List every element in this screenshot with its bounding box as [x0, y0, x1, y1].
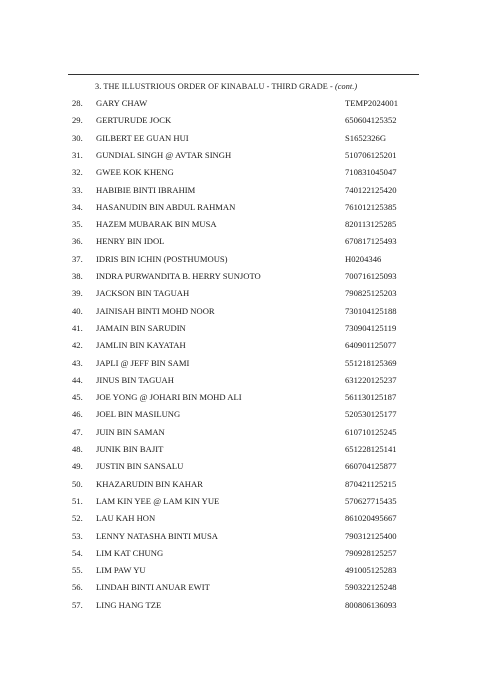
list-item	[0, 340, 486, 357]
entry-id: 861020495667	[345, 513, 397, 524]
entry-name: HENRY BIN IDOL	[96, 236, 165, 247]
entry-id: 790312125400	[345, 530, 397, 541]
list-item	[0, 236, 486, 253]
entry-number: 37.	[72, 253, 83, 264]
entry-name: GERTURUDE JOCK	[96, 115, 172, 126]
section-heading-text: 3. THE ILLUSTRIOUS ORDER OF KINABALU - THIRD GRADE -	[95, 82, 335, 91]
entry-id: H0204346	[345, 253, 382, 264]
entry-id: 761012125385	[345, 201, 397, 212]
entry-name: LAU KAH HON	[96, 513, 156, 524]
entry-id: 800806136093	[345, 599, 397, 610]
list-item	[0, 600, 486, 617]
entry-name: GARY CHAW	[96, 98, 148, 108]
entry-name: LIM PAW YU	[96, 565, 146, 576]
entry-number: 34.	[72, 201, 83, 212]
list-item	[0, 254, 486, 271]
list-item	[0, 219, 486, 236]
entry-id: 660704125877	[345, 461, 397, 472]
entry-number: 38.	[72, 271, 83, 281]
list-item	[0, 409, 486, 426]
entry-id: 640901125077	[345, 340, 397, 351]
entry-number: 42.	[72, 340, 83, 351]
entry-name: HASANUDIN BIN ABDUL RAHMAN	[96, 201, 236, 212]
list-item	[0, 392, 486, 409]
entry-name: JAINISAH BINTI MOHD NOOR	[96, 305, 215, 316]
entry-name: INDRA PURWANDITA B. HERRY SUNJOTO	[96, 271, 261, 281]
entry-name: IDRIS BIN ICHIN (POSTHUMOUS)	[96, 253, 228, 264]
entry-number: 45.	[72, 392, 83, 403]
entry-number: 35.	[72, 219, 83, 230]
entry-name: GILBERT EE GUAN HUI	[96, 132, 189, 143]
entry-id: 520530125177	[345, 409, 397, 420]
entry-number: 51.	[72, 495, 83, 506]
entry-name: JUNIK BIN BAJIT	[96, 444, 164, 454]
entry-id: 730904125119	[345, 322, 397, 333]
list-item	[0, 323, 486, 340]
entry-number: 47.	[72, 426, 83, 437]
list-item	[0, 582, 486, 599]
list-item	[0, 479, 486, 496]
entry-number: 52.	[72, 513, 83, 524]
list-item	[0, 375, 486, 392]
entry-id: 710831045047	[345, 167, 397, 178]
list-item	[0, 513, 486, 530]
list-item	[0, 167, 486, 184]
entry-number: 48.	[72, 444, 83, 454]
list-item	[0, 565, 486, 582]
list-item	[0, 115, 486, 132]
list-item	[0, 150, 486, 167]
entry-number: 32.	[72, 167, 83, 178]
entry-name: JUIN BIN SAMAN	[96, 426, 165, 437]
entry-number: 44.	[72, 374, 83, 385]
entry-number: 55.	[72, 565, 83, 576]
entry-id: 561130125187	[345, 392, 397, 403]
entry-number: 33.	[72, 184, 83, 195]
entry-name: JAMAIN BIN SARUDIN	[96, 322, 186, 333]
entry-number: 30.	[72, 132, 83, 143]
entry-name: LENNY NATASHA BINTI MUSA	[96, 530, 218, 541]
list-item	[0, 358, 486, 375]
entry-id: 631220125237	[345, 374, 397, 385]
list-item	[0, 444, 486, 461]
entry-number: 56.	[72, 582, 83, 593]
section-heading	[95, 82, 357, 91]
entry-number: 41.	[72, 322, 83, 333]
list-item	[0, 185, 486, 202]
entry-id: 820113125285	[345, 219, 397, 230]
list-item	[0, 288, 486, 305]
entry-id: 790825125203	[345, 288, 397, 299]
entry-number: 40.	[72, 305, 83, 316]
entry-number: 49.	[72, 461, 83, 472]
top-rule	[68, 74, 419, 75]
section-heading-cont: (cont.)	[334, 82, 358, 91]
entry-number: 29.	[72, 115, 83, 126]
list-item	[0, 531, 486, 548]
entry-name: KHAZARUDIN BIN KAHAR	[96, 478, 203, 489]
list-item	[0, 271, 486, 288]
entry-id: 730104125188	[345, 305, 397, 316]
entry-id: 610710125245	[345, 426, 397, 437]
entry-id: S1652326G	[345, 132, 387, 143]
entry-name: LINDAH BINTI ANUAR EWIT	[96, 582, 210, 593]
entry-id: TEMP2024001	[345, 98, 398, 108]
list-item	[0, 133, 486, 150]
entry-id: 510706125201	[345, 149, 397, 160]
entry-name: GUNDIAL SINGH @ AVTAR SINGH	[96, 149, 232, 160]
entry-number: 28.	[72, 98, 83, 108]
entry-number: 53.	[72, 530, 83, 541]
entry-name: HAZEM MUBARAK BIN MUSA	[96, 219, 217, 230]
entry-name: JUSTIN BIN SANSALU	[96, 461, 184, 472]
entry-id: 870421125215	[345, 478, 397, 489]
entry-name: JACKSON BIN TAGUAH	[96, 288, 190, 299]
list-item	[0, 306, 486, 323]
entry-name: LING HANG TZE	[96, 599, 162, 610]
entry-name: JOE YONG @ JOHARI BIN MOHD ALI	[96, 392, 242, 403]
list-item	[0, 427, 486, 444]
list-item	[0, 496, 486, 513]
entry-number: 50.	[72, 478, 83, 489]
entry-number: 31.	[72, 149, 83, 160]
entry-name: JAPLI @ JEFF BIN SAMI	[96, 357, 190, 368]
entry-name: JAMLIN BIN KAYATAH	[96, 340, 186, 351]
entry-number: 43.	[72, 357, 83, 368]
entry-id: 551218125369	[345, 357, 397, 368]
entry-id: 651228125141	[345, 444, 397, 454]
list-item	[0, 202, 486, 219]
entry-id: 670817125493	[345, 236, 397, 247]
list-item	[0, 98, 486, 115]
entry-name: JINUS BIN TAGUAH	[96, 374, 174, 385]
entry-id: 590322125248	[345, 582, 397, 593]
entry-number: 39.	[72, 288, 83, 299]
entry-name: GWEE KOK KHENG	[96, 167, 174, 178]
entry-number: 54.	[72, 547, 83, 558]
entry-name: JOEL BIN MASILUNG	[96, 409, 181, 420]
entry-number: 46.	[72, 409, 83, 420]
entry-number: 36.	[72, 236, 83, 247]
entry-id: 700716125093	[345, 271, 397, 281]
entry-name: HABIBIE BINTI IBRAHIM	[96, 184, 196, 195]
entry-id: 570627715435	[345, 495, 397, 506]
entry-number: 57.	[72, 599, 83, 610]
entry-name: LIM KAT CHUNG	[96, 547, 164, 558]
entry-id: 740122125420	[345, 184, 397, 195]
list-item	[0, 548, 486, 565]
list-item	[0, 461, 486, 478]
entry-id: 491005125283	[345, 565, 397, 576]
entry-name: LAM KIN YEE @ LAM KIN YUE	[96, 495, 220, 506]
entry-id: 790928125257	[345, 547, 397, 558]
entry-id: 650604125352	[345, 115, 397, 126]
